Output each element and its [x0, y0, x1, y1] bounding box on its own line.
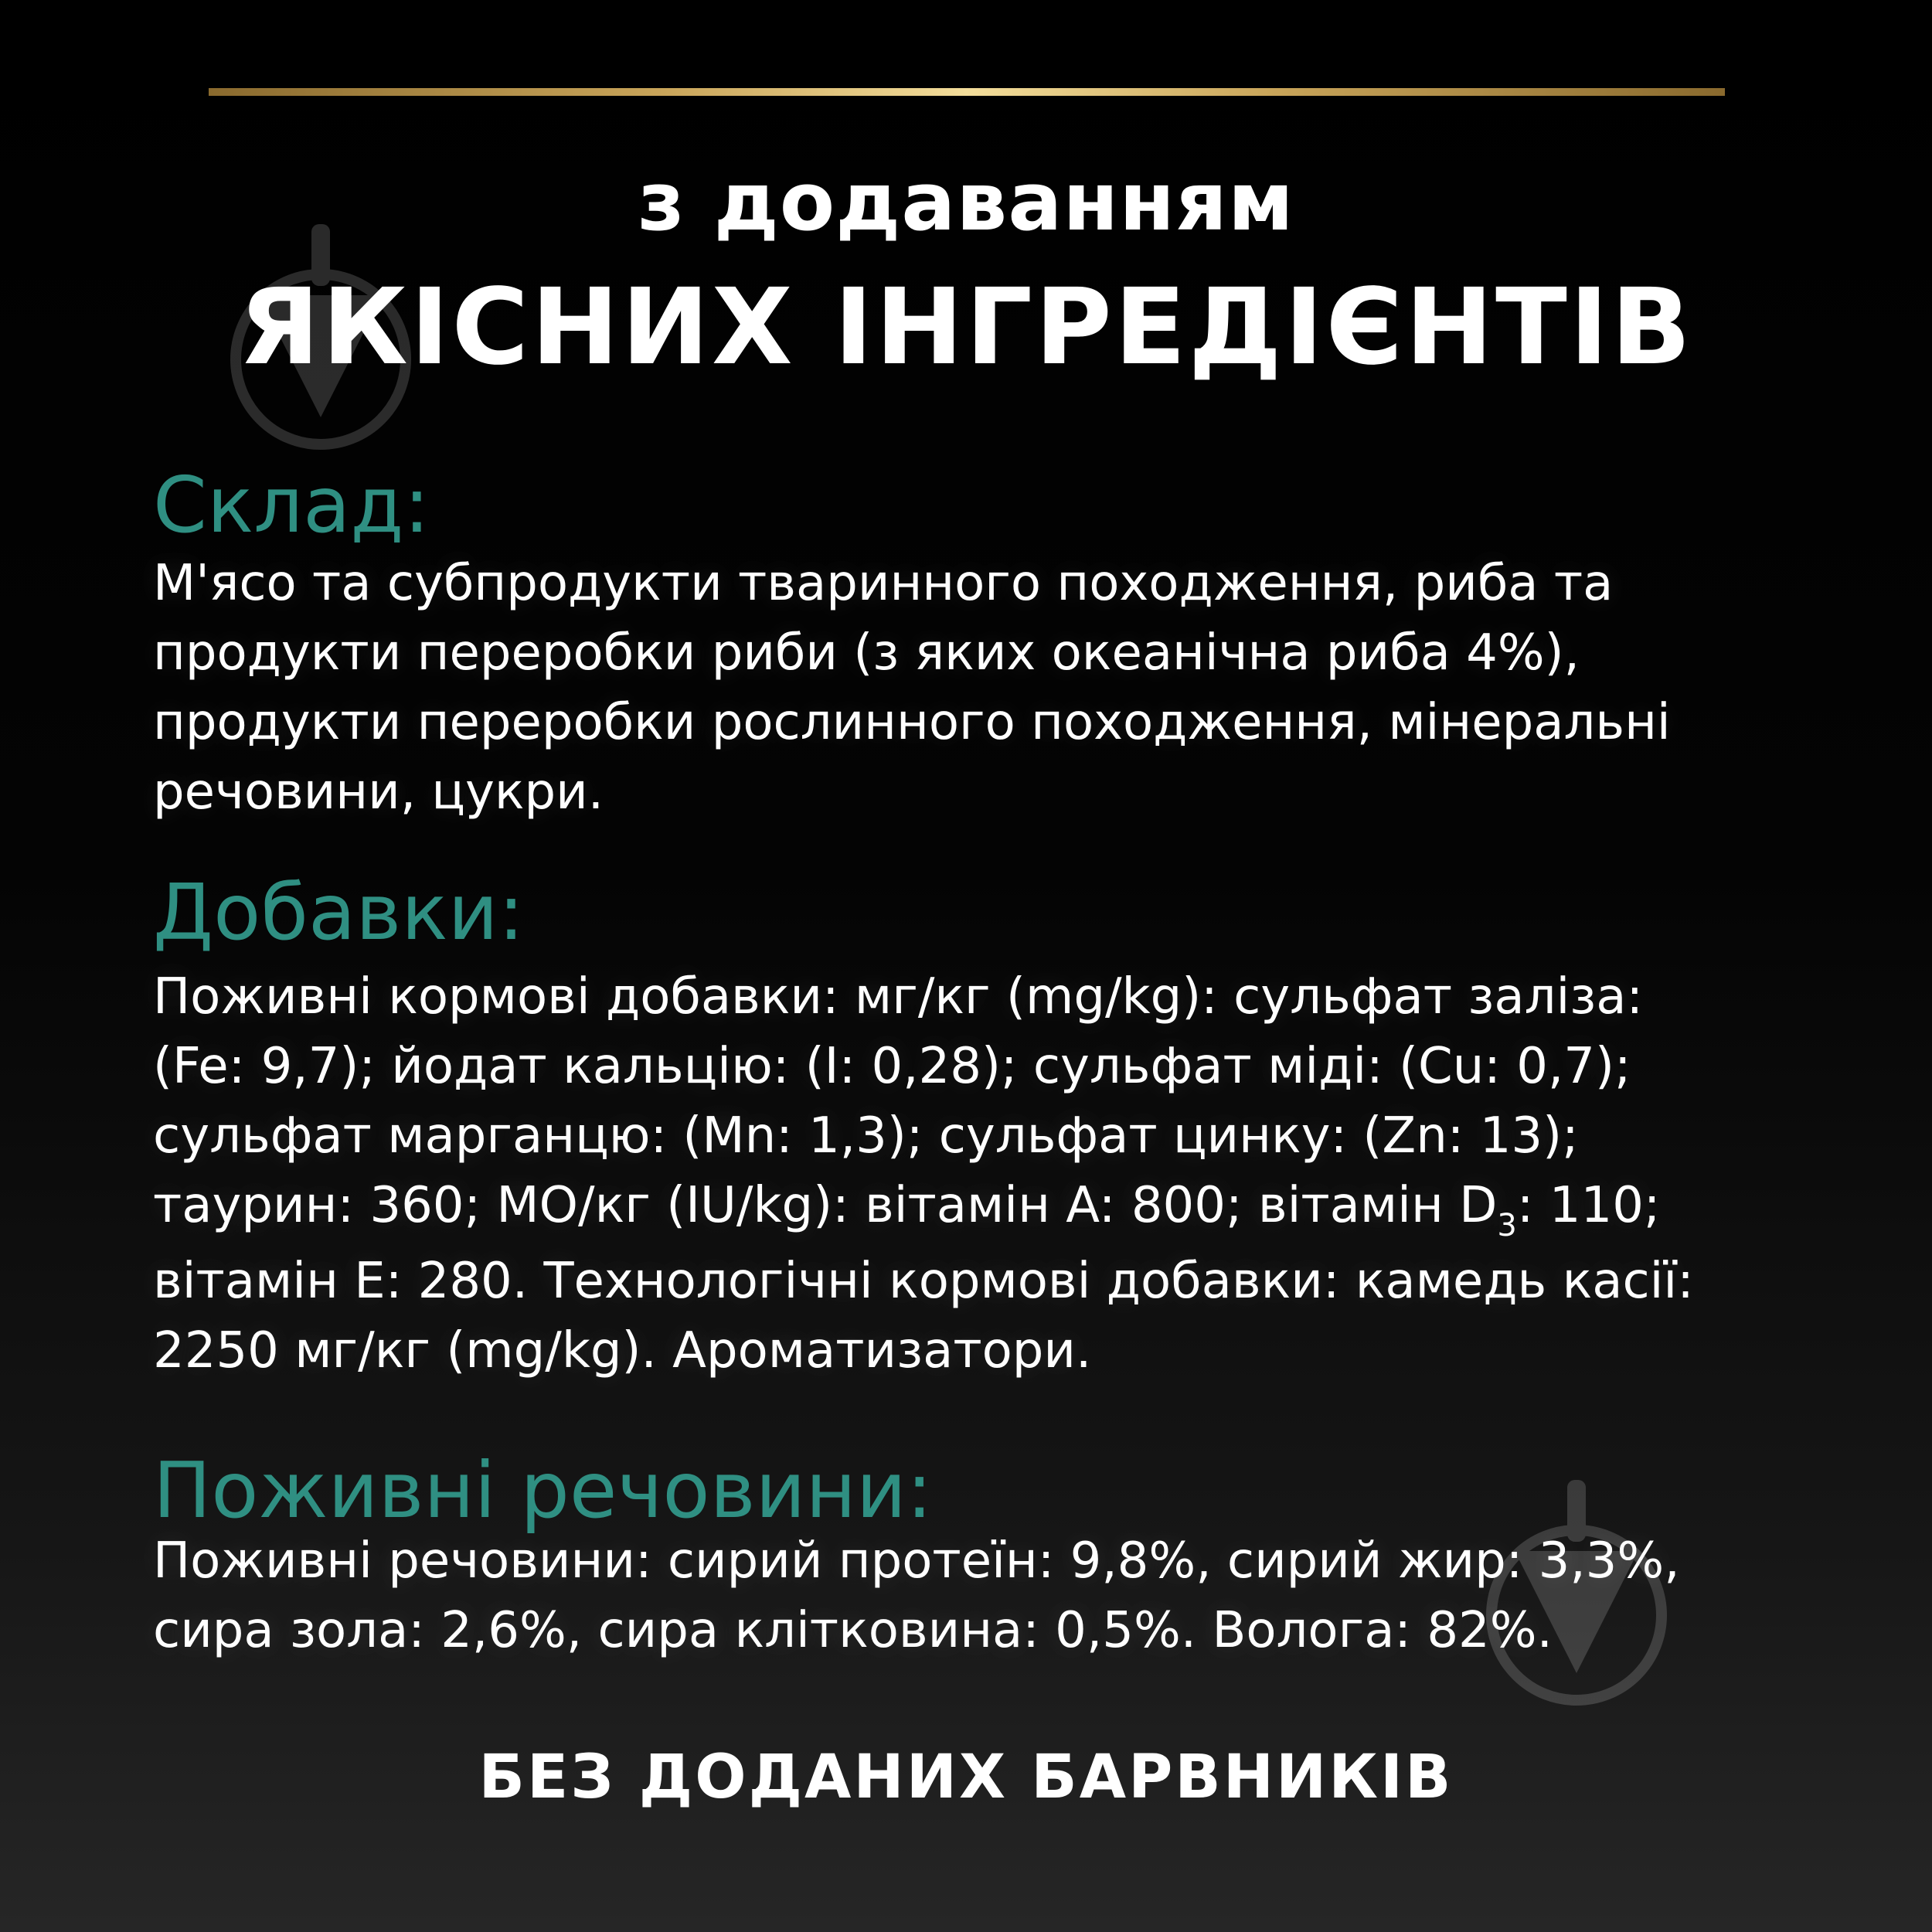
nutrients-line: сира зола: 2,6%, сира клітковина: 0,5%. Волога: 82%.	[153, 1602, 1553, 1659]
no-added-colorants-claim: БЕЗ ДОДАНИХ БАРВНИКІВ	[478, 1743, 1454, 1812]
headline-line-1: з додаванням	[638, 155, 1294, 249]
composition-line: речовини, цукри.	[153, 764, 604, 821]
additives-line: (Fe: 9,7); йодат кальцію: (I: 0,28); сульфат міді: (Cu: 0,7);	[153, 1038, 1631, 1095]
nutrients-line: Поживні речовини: сирий протеїн: 9,8%, сирий жир: 3,3%,	[153, 1532, 1680, 1590]
composition-line: продукти переробки риби (з яких океанічна риба 4%),	[153, 624, 1580, 682]
vitamin-d-subscript: 3	[1497, 1208, 1517, 1243]
composition-line: продукти переробки рослинного походження, мінеральні	[153, 694, 1671, 751]
additives-line: сульфат марганцю: (Mn: 1,3); сульфат цинку: (Zn: 13);	[153, 1107, 1579, 1165]
additives-text	[153, 962, 1799, 1386]
additives-line: Поживні кормові добавки: мг/кг (mg/kg): сульфат заліза:	[153, 968, 1644, 1026]
additives-line: 2250 мг/кг (mg/kg). Ароматизатори.	[153, 1322, 1092, 1379]
nutrients-text	[153, 1526, 1799, 1665]
additives-line	[153, 1171, 1799, 1247]
composition-text	[153, 549, 1799, 827]
composition-heading: Склад:	[153, 460, 430, 550]
additives-line: вітамін Е: 280. Технологічні кормові добавки: камедь касії:	[153, 1253, 1694, 1310]
headline-line-2: ЯКІСНИХ ІНГРЕДІЄНТІВ	[238, 267, 1694, 389]
nutrients-heading: Поживні речовини:	[153, 1445, 933, 1536]
composition-line: М'ясо та субпродукти тваринного походження, риба та	[153, 555, 1614, 612]
additives-line-text: таурин: 360; МО/кг (IU/kg): вітамін A: 800; вітамін D	[153, 1177, 1498, 1234]
additives-line-text: : 110;	[1516, 1177, 1661, 1234]
gold-divider-line	[209, 88, 1725, 96]
additives-heading: Добавки:	[153, 867, 525, 957]
